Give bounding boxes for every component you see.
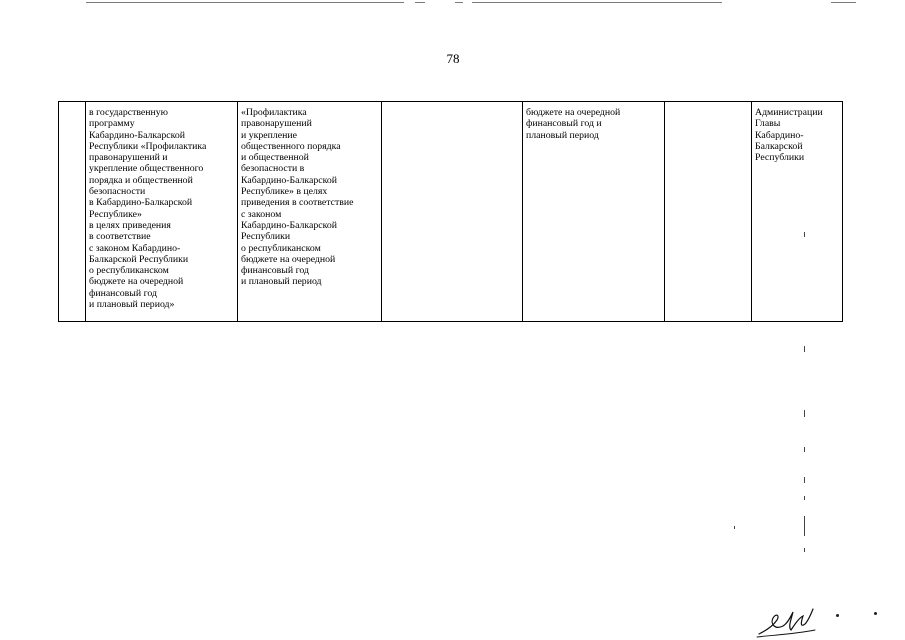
top-scan-line [415,2,425,3]
page-number: 78 [446,51,460,66]
scan-mark [804,346,805,352]
scan-mark [734,526,735,529]
table-cell-responsible: Администрации Главы Кабардино- Балкарской Республики [752,102,843,322]
scan-mark [804,516,805,536]
scan-mark [804,477,805,483]
scan-dot [836,614,839,617]
top-scan-line [455,2,463,3]
table-cell-funding: бюджете на очередной финансовый год и плановый период [523,102,665,322]
table-cell-document: «Профилактика правонарушений и укрепление общественного порядка и общественной безопасности в Кабардино-Балкарской Республике» в целях приведения в соответствие с законом Кабардино-Балкарской Республики о республиканском бюджете на очередной финансовый год и плановый период [238,102,382,322]
table-cell-empty [382,102,523,322]
table-cell-number [59,102,86,322]
document-table [58,101,843,322]
table-cell-measure: в государственную программу Кабардино-Балкарской Республики «Профилактика правонарушений и укрепление общественного порядка и общественной безопасности в Кабардино-Балкарской Республике» в целях приведения в соответствие с законом Кабардино- Балкарской Республики о республиканском бюджете на очередной финансовый год и плановый период» [86,102,238,322]
top-scan-line [831,2,856,3]
scan-mark [804,447,805,452]
scan-mark [804,548,805,552]
table-row [59,102,843,322]
scan-mark [804,410,805,417]
table-cell-empty [665,102,752,322]
top-scan-line [86,2,404,3]
scan-mark [804,496,805,500]
scan-mark [804,232,805,237]
scan-dot [874,612,877,615]
top-scan-line [472,2,722,3]
signature-image [755,600,825,640]
